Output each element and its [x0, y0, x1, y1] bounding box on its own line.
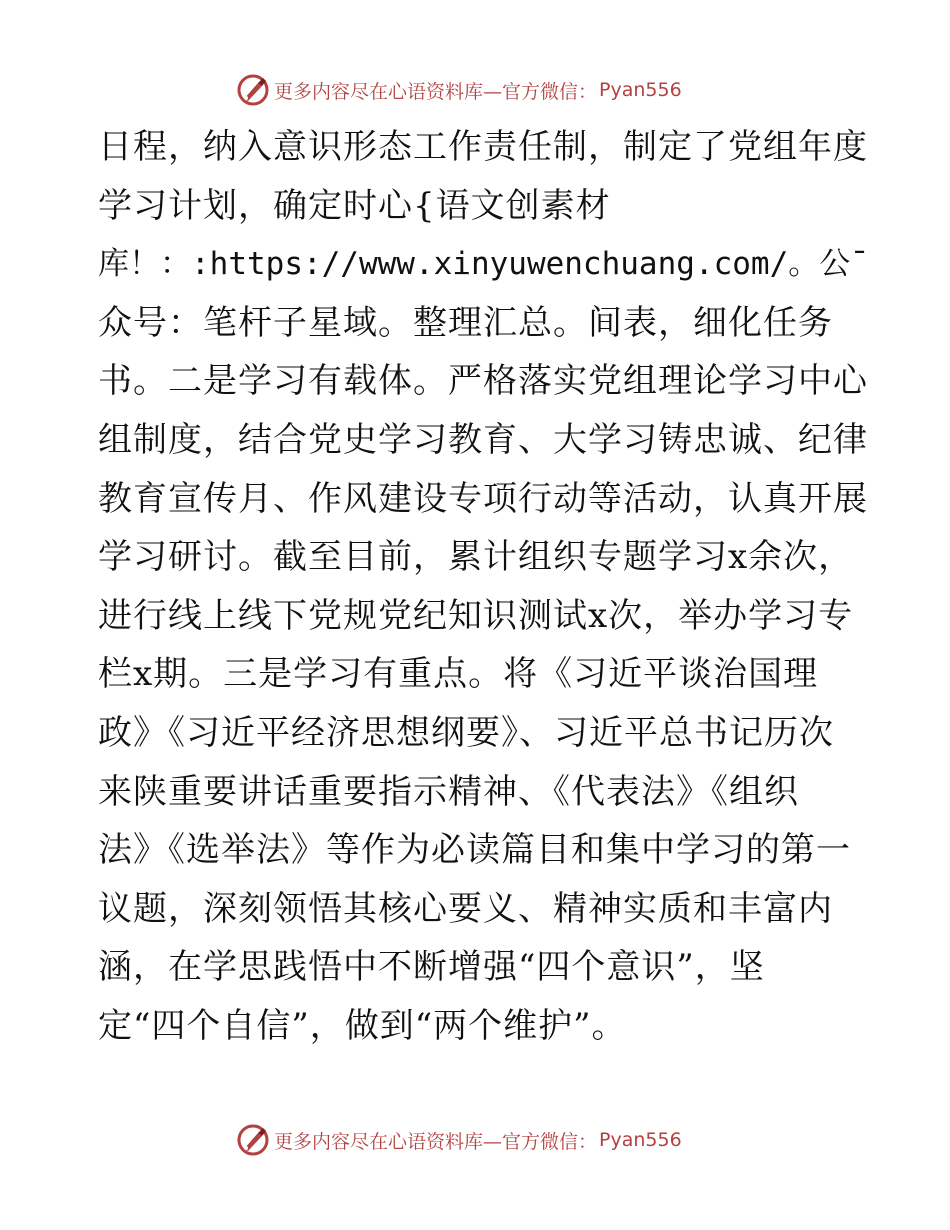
body-line: 栏x期。三是学习有重点。将《习近平谈治国理: [98, 654, 819, 695]
banner-wechat-id: Pyan556: [599, 79, 682, 101]
body-line: 书。二是学习有载体。严格落实党组理论学习中心: [98, 361, 868, 402]
banner-wechat-id: Pyan556: [599, 1129, 682, 1151]
body-line-url: 库！：:https://www.xinyuwenchuang.com/。公¯: [98, 246, 869, 283]
body-line: 法》《选举法》等作为必读篇目和集中学习的第一: [98, 830, 851, 871]
header-watermark-banner: [236, 70, 716, 110]
pen-logo-icon: [236, 1123, 270, 1157]
body-line: 政》《习近平经济思想纲要》、习近平总书记历次: [98, 712, 834, 753]
body-line: 定“四个自信”，做到“两个维护”。: [98, 1005, 627, 1046]
body-line: 众号：笔杆子星域。整理汇总。间表，细化任务: [98, 302, 833, 343]
body-line: 日程，纳入意识形态工作责任制，制定了党组年度: [98, 127, 868, 167]
body-line: 学习研讨。截至目前，累计组织专题学习x余次，: [98, 537, 854, 578]
document-body: [98, 118, 869, 1056]
footer-watermark-banner: [236, 1120, 716, 1160]
banner-text: 更多内容尽在心语资料库—官方微信：: [274, 1130, 598, 1153]
body-line: 议题，深刻领悟其核心要义、精神实质和丰富内: [98, 888, 833, 929]
body-line: 组制度，结合党史学习教育、大学习铸忠诚、纪律: [98, 419, 868, 460]
pen-logo-icon: [236, 73, 270, 107]
body-line: 来陕重要讲话重要指示精神、《代表法》《组织: [98, 771, 799, 812]
body-line: 进行线上线下党规党纪知识测试x次，举办学习专: [98, 595, 854, 636]
banner-text: 更多内容尽在心语资料库—官方微信：: [274, 80, 598, 103]
body-line: 教育宣传月、作风建设专项行动等活动，认真开展: [98, 478, 868, 519]
body-line: 学习计划，确定时心{语文创素材: [98, 185, 611, 226]
body-line: 涵，在学思践悟中不断增强“四个意识”，坚: [98, 947, 765, 988]
